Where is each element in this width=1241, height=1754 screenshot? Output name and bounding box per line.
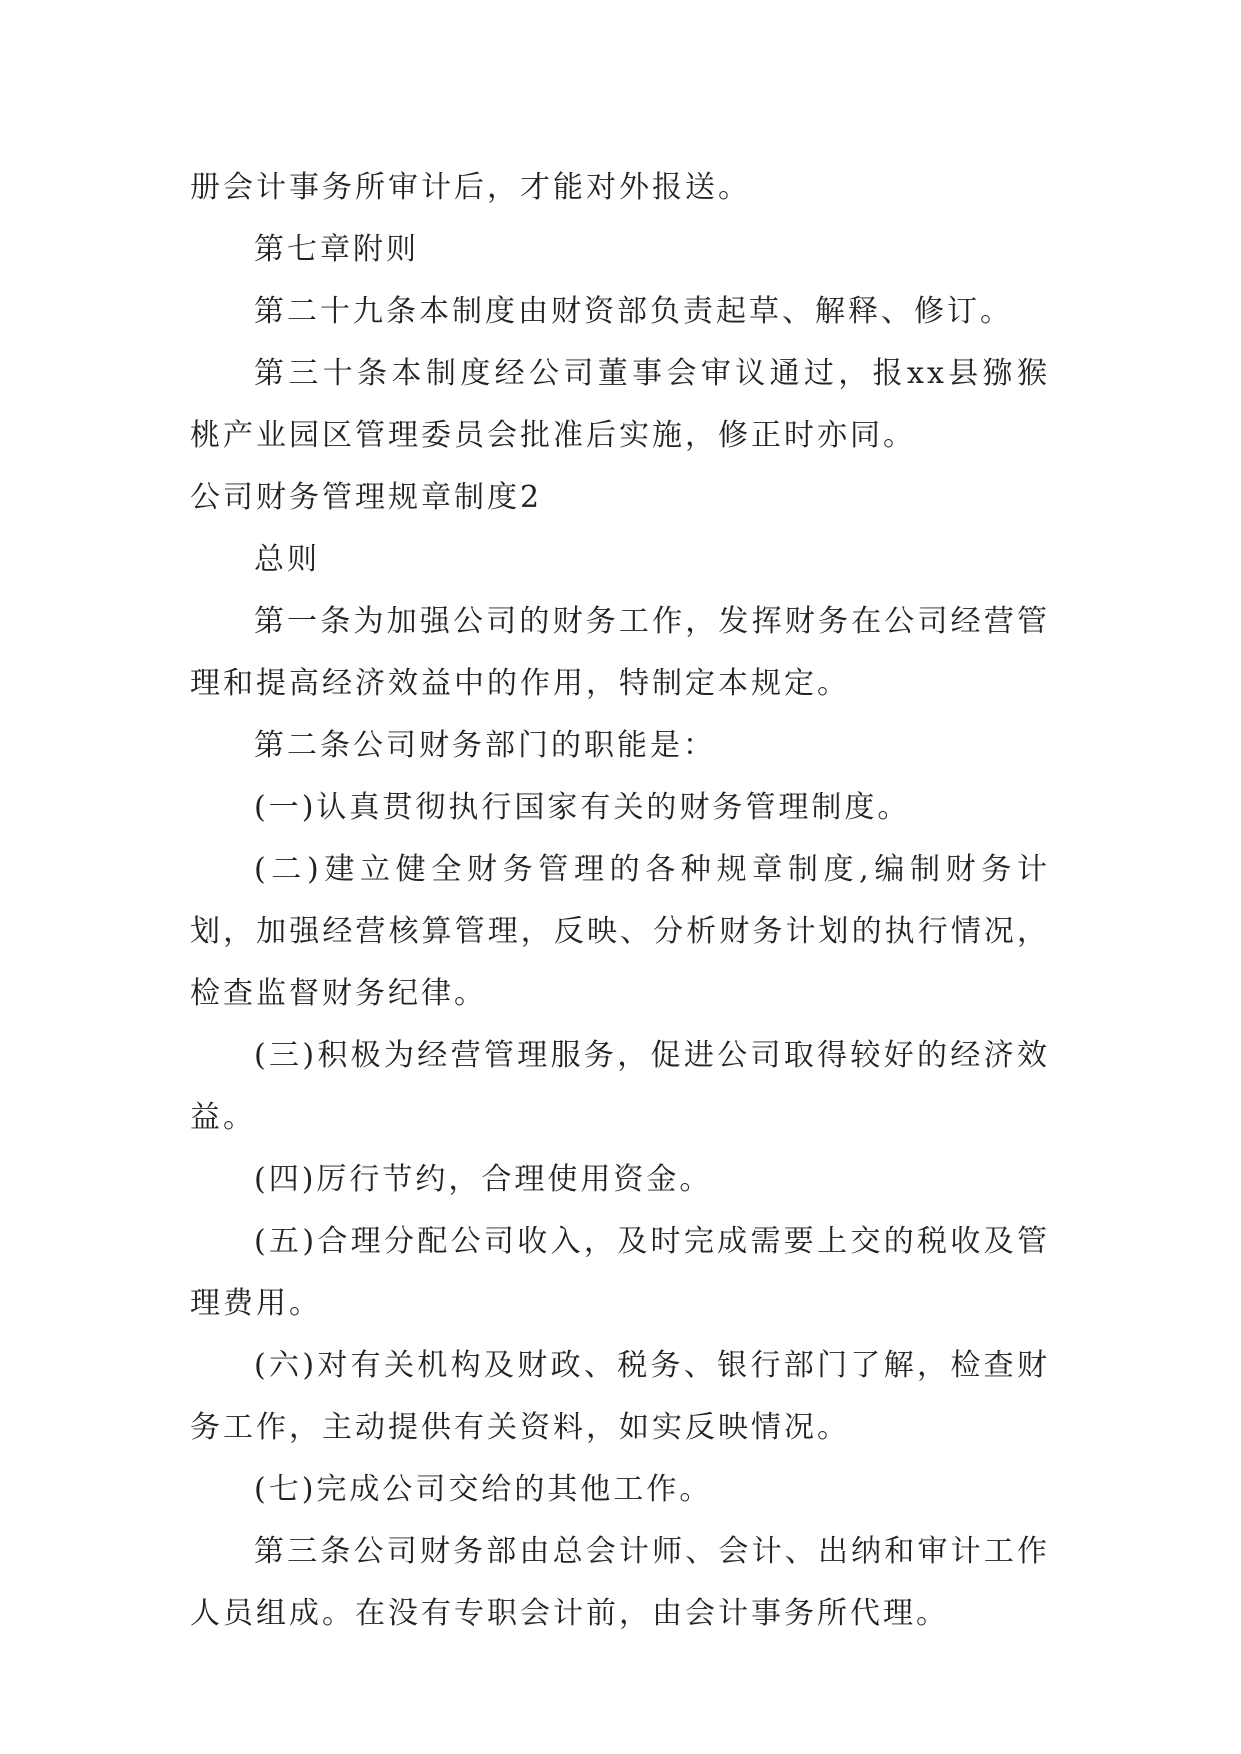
list-item-4: (四)厉行节约，合理使用资金。 (254, 1162, 713, 1197)
article-1: 第一条为加强公司的财务工作，发挥财务在公司经营管理和提高经济效益中的作用，特制定本规定。 (190, 604, 1050, 701)
paragraph-continuation: 册会计事务所审计后，才能对外报送。 (190, 170, 751, 205)
list-item-2: (二)建立健全财务管理的各种规章制度,编制财务计划，加强经营核算管理，反映、分析财务计划的执行情况，检查监督财务纪律。 (190, 852, 1050, 1011)
list-item-7: (七)完成公司交给的其他工作。 (254, 1472, 713, 1507)
section-heading-general: 总则 (254, 542, 320, 577)
article-29: 第二十九条本制度由财资部负责起草、解释、修订。 (254, 294, 1013, 329)
list-item-6: (六)对有关机构及财政、税务、银行部门了解，检查财务工作，主动提供有关资料，如实反映情况。 (190, 1348, 1050, 1445)
list-item-3: (三)积极为经营管理服务，促进公司取得较好的经济效益。 (190, 1038, 1050, 1135)
article-2: 第二条公司财务部门的职能是： (254, 728, 716, 763)
article-30: 第三十条本制度经公司董事会审议通过，报xx县猕猴桃产业园区管理委员会批准后实施，修正时亦同。 (190, 356, 1050, 453)
list-item-5: (五)合理分配公司收入，及时完成需要上交的税收及管理费用。 (190, 1224, 1050, 1321)
article-3: 第三条公司财务部由总会计师、会计、出纳和审计工作人员组成。在没有专职会计前，由会计事务所代理。 (190, 1534, 1050, 1631)
document-title: 公司财务管理规章制度2 (190, 480, 543, 515)
chapter-heading: 第七章附则 (254, 232, 419, 267)
list-item-1: (一)认真贯彻执行国家有关的财务管理制度。 (254, 790, 911, 825)
document-body (190, 157, 1050, 1645)
